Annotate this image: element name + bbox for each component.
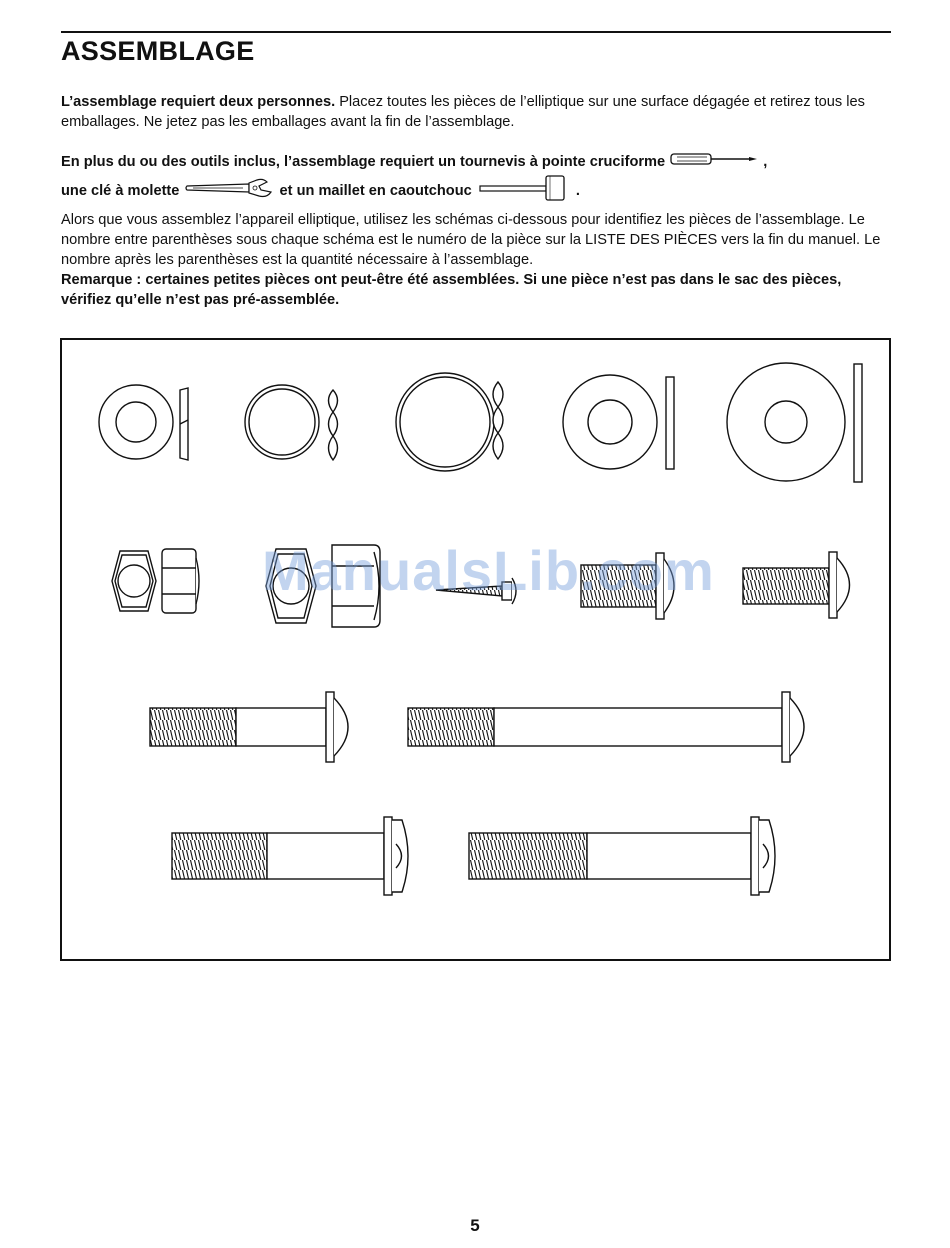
large-flat-washer (727, 363, 862, 482)
long-shoulder-bolt (469, 817, 775, 895)
hex-nut (112, 549, 199, 613)
intro-rest: Placez toutes les pièces de l’elliptique sur une surface dégagée et retirez tous les emballages. Ne jetez pas les emballages avant la fin de l’assemblage. (61, 94, 865, 130)
top-rule (61, 31, 891, 33)
button-bolt (743, 552, 850, 618)
hardware-drawings (62, 340, 893, 963)
hardware-identification-chart (60, 338, 891, 961)
screwdriver-icon (669, 151, 759, 173)
medium-button-bolt (150, 692, 348, 762)
mallet-icon (476, 173, 572, 209)
tools-sep-1: , (759, 153, 768, 170)
intro-lead: L’assemblage requiert deux personnes. (61, 94, 336, 110)
notes-body: Alors que vous assemblez l’appareil elliptique, utilisez les schémas ci-dessous pour identifiez les pièces de l’assemblage. Le nombre entre parenthèses sous chaque schéma est le numéro de la pièce sur la LISTE DES PIÈCES vers la fin du manuel. Le nombre après les parenthèses est la quantité nécessaire à l’assemblage. (61, 212, 881, 268)
watermark: ManualsLib.com (262, 539, 715, 602)
tools-end: . (571, 182, 580, 199)
notes-remark: Remarque : certaines petites pièces ont peut-être été assemblées. Si une pièce n’est pas dans le sac des pièces, vérifiez qu’elle n’est pas pré-assemblée. (61, 272, 842, 308)
tools-text-1: En plus du ou des outils inclus, l’assemblage requiert un tournevis à pointe cruciforme (61, 153, 666, 170)
shoulder-bolt (172, 817, 408, 895)
split-lock-washer (99, 385, 188, 460)
tools-text-3: et un maillet en caoutchouc (275, 182, 472, 199)
intro-paragraph (61, 92, 889, 132)
long-button-bolt (408, 692, 804, 762)
star-washer (245, 385, 338, 460)
wrench-icon (183, 177, 275, 205)
page-number: 5 (470, 1216, 480, 1235)
notes-paragraph (61, 210, 889, 310)
tools-paragraph (61, 151, 889, 209)
page-title: ASSEMBLAGE (61, 36, 255, 66)
large-star-washer (396, 373, 503, 471)
flat-washer (563, 375, 674, 469)
tools-text-2: une clé à molette (61, 182, 180, 199)
